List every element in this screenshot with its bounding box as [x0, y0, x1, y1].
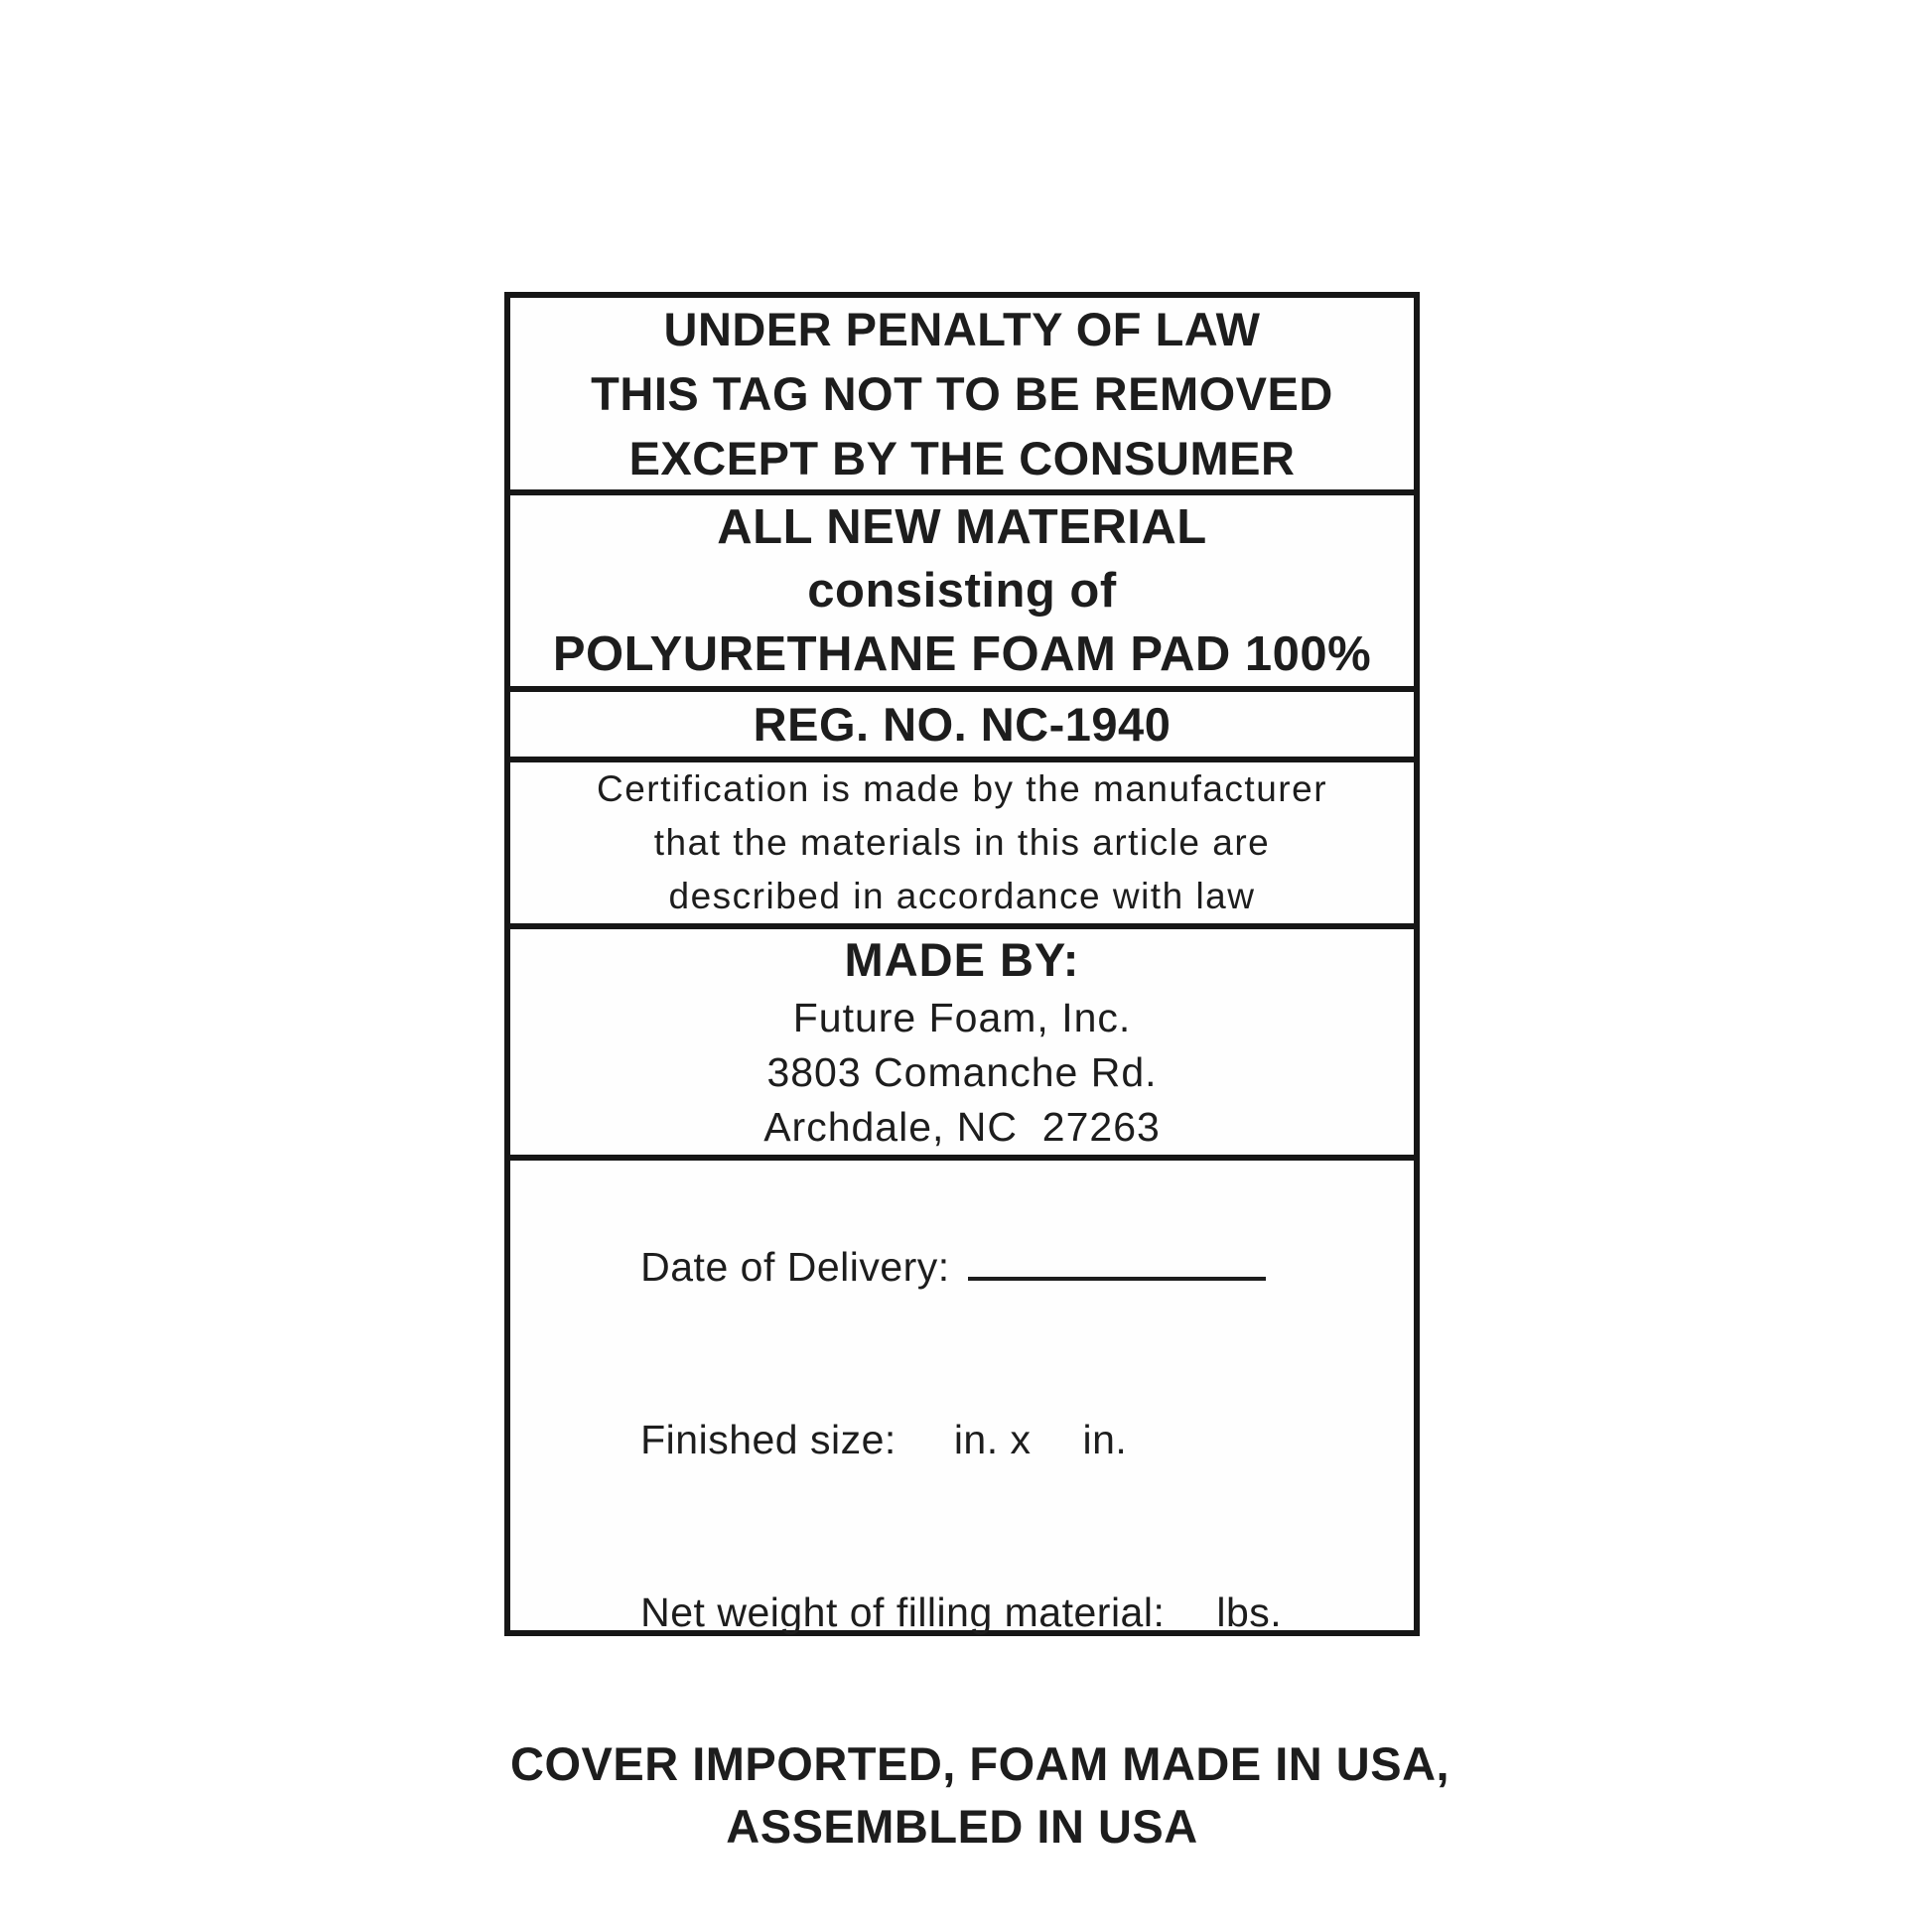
date-of-delivery-label: Date of Delivery:: [640, 1244, 950, 1290]
material-section: [510, 495, 1414, 692]
finished-size-unit-1: in. x: [953, 1417, 1032, 1462]
made-by-heading: MADE BY:: [844, 933, 1080, 986]
manufacturer-city-state-zip: Archdale, NC 27263: [763, 1104, 1161, 1150]
material-line-3: POLYURETHANE FOAM PAD 100%: [552, 627, 1372, 681]
date-of-delivery-blank: [968, 1243, 1266, 1281]
net-weight-label: Net weight of filling material:: [640, 1589, 1166, 1635]
manufacturer-name: Future Foam, Inc.: [792, 995, 1132, 1040]
material-line-2: consisting of: [807, 564, 1117, 618]
penalty-line-2: THIS TAG NOT TO BE REMOVED: [591, 367, 1333, 420]
details-section: [510, 1161, 1450, 1858]
law-label: [504, 292, 1450, 1853]
finished-size-label: Finished size:: [640, 1417, 897, 1462]
material-line-1: ALL NEW MATERIAL: [717, 500, 1207, 554]
certification-line-3: described in accordance with law: [668, 876, 1256, 916]
registration-number: REG. NO. NC-1940: [753, 698, 1172, 751]
registration-section: [510, 692, 1414, 762]
origin-line-1: COVER IMPORTED, FOAM MADE IN USA,: [510, 1737, 1450, 1790]
finished-size-unit-2: in.: [1082, 1417, 1128, 1462]
origin-line-2: ASSEMBLED IN USA: [726, 1800, 1198, 1853]
manufacturer-street: 3803 Comanche Rd.: [766, 1049, 1158, 1095]
net-weight-line: [546, 1526, 1414, 1699]
made-by-section: [510, 929, 1414, 1161]
net-weight-unit: lbs.: [1216, 1589, 1283, 1635]
certification-line-2: that the materials in this article are: [653, 822, 1271, 863]
certification-line-1: Certification is made by the manufacturer: [596, 768, 1328, 809]
penalty-line-1: UNDER PENALTY OF LAW: [663, 303, 1261, 355]
penalty-line-3: EXCEPT BY THE CONSUMER: [628, 432, 1296, 484]
finished-size-line: [546, 1353, 1414, 1526]
penalty-section: [510, 298, 1414, 495]
origin-statement: [510, 1732, 1450, 1858]
certification-section: [510, 762, 1414, 929]
date-of-delivery-line: [546, 1180, 1414, 1353]
